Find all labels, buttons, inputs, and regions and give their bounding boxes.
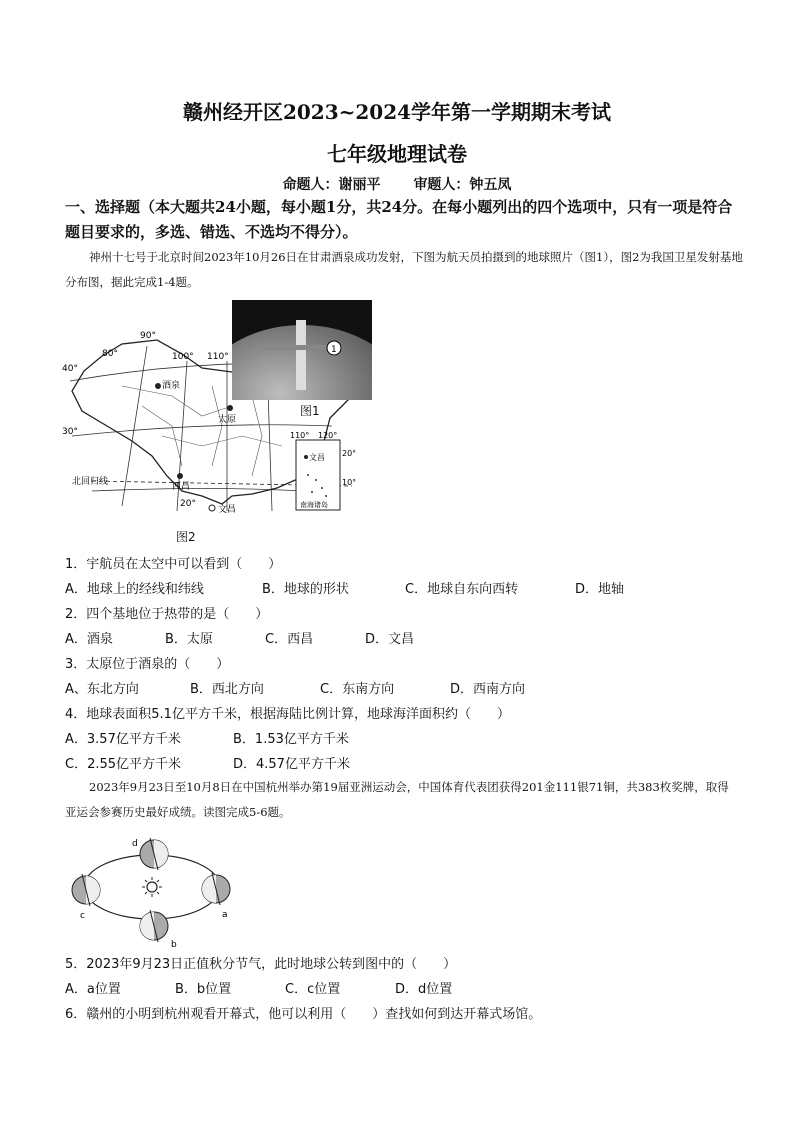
question-2-option-c[interactable]: C．西昌 <box>265 632 314 647</box>
question-2-option-b[interactable]: B．太原 <box>165 632 213 647</box>
question-6-stem: 6．赣州的小明到杭州观看开幕式，他可以利用（ ）查找如何到达开幕式场馆。 <box>65 1007 542 1022</box>
inset-wenchang-label: 文昌 <box>309 453 325 462</box>
question-5-stem: 5．2023年9月23日正值秋分节气，此时地球公转到图中的（ ） <box>65 957 457 972</box>
authors-line <box>0 174 794 194</box>
earth-position-c <box>72 874 100 906</box>
question-1-stem: 1．宇航员在太空中可以看到（ ） <box>65 557 282 572</box>
question-4-option-a[interactable]: A．3.57亿平方千米 <box>65 732 181 747</box>
lon-110-label: 110° <box>207 352 229 362</box>
paper-subtitle: 七年级地理试卷 <box>327 142 467 166</box>
position-a-label: a <box>222 910 228 920</box>
orbit-figure <box>70 832 240 950</box>
question-4-stem: 4．地球表面积5.1亿平方千米，根据海陆比例计算，地球海洋面积约（ ） <box>65 707 510 722</box>
question-1-option-c[interactable]: C．地球自东向西转 <box>405 582 519 597</box>
lon-100-label: 100° <box>172 352 194 362</box>
question-2-stem: 2．四个基地位于热带的是（ ） <box>65 607 269 622</box>
earth-position-a <box>202 873 230 905</box>
jiuquan-marker <box>155 383 161 389</box>
question-1-option-b[interactable]: B．地球的形状 <box>262 582 349 597</box>
passage-2: 2023年9月23日至10月8日在中国杭州举办第19届亚洲运动会，中国体育代表团获得201金111银71铜，共383枚奖牌，取得亚运会参赛历史最好成绩。读图完成5-6题。 <box>65 780 729 819</box>
question-4-option-d[interactable]: D．4.57亿平方千米 <box>233 757 350 772</box>
jiuquan-label: 酒泉 <box>162 381 181 391</box>
question-4-option-c[interactable]: C．2.55亿平方千米 <box>65 757 182 772</box>
tropic-label: 北回归线 <box>72 477 109 487</box>
inset-wenchang-marker <box>304 455 308 459</box>
position-b-label: b <box>171 940 177 950</box>
lat-40-label: 40° <box>62 364 78 374</box>
taiyuan-marker <box>227 405 233 411</box>
earth-position-d <box>140 838 168 870</box>
question-1-option-a[interactable]: A．地球上的经线和纬线 <box>65 582 204 597</box>
passage-1: 神州十七号于北京时间2023年10月26日在甘肃酒泉成功发射，下图为航天员拍摄到的地球照片（图1），图2为我国卫星发射基地分布图，据此完成1-4题。 <box>65 250 743 289</box>
figure-1-label: 1 <box>331 345 337 355</box>
lon-90-label: 90° <box>140 331 156 341</box>
wenchang-marker <box>209 505 215 511</box>
lat-30-label: 30° <box>62 427 78 437</box>
question-5-option-a[interactable]: A．a位置 <box>65 982 121 997</box>
wenchang-label: 文昌 <box>218 505 237 515</box>
question-3-option-b[interactable]: B．西北方向 <box>190 682 264 697</box>
inset-frame <box>296 440 340 510</box>
station-core <box>296 320 306 390</box>
inset-lat-20: 20° <box>342 449 357 458</box>
question-3-stem: 3．太原位于酒泉的（ ） <box>65 657 230 672</box>
question-2-option-d[interactable]: D．文昌 <box>365 632 415 647</box>
lon-80-label: 80° <box>102 349 118 359</box>
taiyuan-label: 太原 <box>218 415 237 425</box>
question-5-option-c[interactable]: C．c位置 <box>285 982 341 997</box>
exam-title: 赣州经开区2023~2024学年第一学期期末考试 <box>182 100 612 124</box>
sun-icon <box>142 877 162 897</box>
lat-20-label: 20° <box>180 499 196 509</box>
xichang-label: 西昌 <box>172 482 191 492</box>
inset-sea-label: 南海诸岛 <box>300 501 328 509</box>
inset-lat-10: 10° <box>342 478 357 487</box>
question-2-option-a[interactable]: A．酒泉 <box>65 632 113 647</box>
south-sea-inset <box>288 430 358 520</box>
question-3-option-a[interactable]: A、东北方向 <box>65 682 139 697</box>
question-3-option-d[interactable]: D．西南方向 <box>450 682 526 697</box>
question-1-option-d[interactable]: D．地轴 <box>575 582 625 597</box>
xichang-marker <box>177 473 183 479</box>
reviewer: 审题人：钟五凤 <box>413 177 512 193</box>
question-5-option-d[interactable]: D．d位置 <box>395 982 453 997</box>
question-4-option-b[interactable]: B．1.53亿平方千米 <box>233 732 349 747</box>
inset-lon-120: 120° <box>318 431 338 440</box>
question-5-option-b[interactable]: B．b位置 <box>175 982 232 997</box>
earth-position-b <box>140 910 168 942</box>
figure-1-photo <box>232 300 372 400</box>
figure-2-caption: 图2 <box>176 530 196 544</box>
question-3-option-c[interactable]: C．东南方向 <box>320 682 395 697</box>
position-d-label: d <box>132 839 138 849</box>
section-heading: 一、选择题（本大题共24小题，每小题1分，共24分。在每小题列出的四个选项中，只有一项是符合题目要求的，多选、错选、不选均不得分）。 <box>65 198 733 241</box>
position-c-label: c <box>80 911 85 921</box>
figure-1-caption: 图1 <box>300 404 320 418</box>
inset-lon-110: 110° <box>290 431 310 440</box>
author: 命题人：谢丽平 <box>282 177 381 193</box>
